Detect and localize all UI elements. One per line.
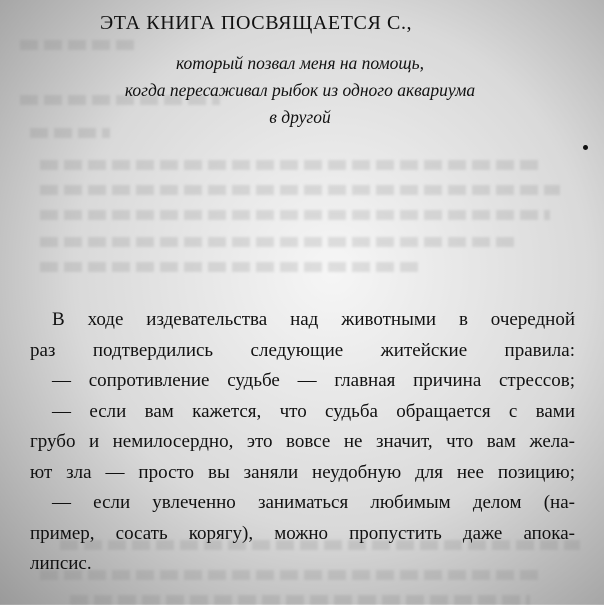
body-line: пример, сосать корягу), можно пропустить даже апока- <box>30 522 575 544</box>
body-line: — если вам кажется, что судьба обращается с вами <box>52 400 575 422</box>
body-line: — если увлеченно заниматься любимым делом (на- <box>52 492 575 513</box>
body-line: липсис. <box>30 553 92 574</box>
dedication-line: когда пересаживал рыбок из одного аквариума <box>124 80 476 100</box>
dedication-line: который позвал меня на помощь, <box>176 53 424 73</box>
dedication-text <box>60 50 540 131</box>
body-line: В ходе издевательства над животными в очередной <box>52 309 575 330</box>
page-mark-dot <box>583 145 588 150</box>
body-line: ют зла — просто вы заняли неудобную для нее позицию; <box>30 461 575 483</box>
dedication-line: в другой <box>269 107 331 127</box>
body-line: грубо и немилосердно, это вовсе не значит, что вам жела- <box>30 431 575 452</box>
body-line: раз подтвердились следующие житейские правила: <box>30 339 575 361</box>
dedication-title: ЭТА КНИГА ПОСВЯЩАЕТСЯ С., <box>100 12 413 34</box>
body-paragraph <box>30 305 575 580</box>
body-line: — сопротивление судьбе — главная причина стрессов; <box>52 370 575 391</box>
